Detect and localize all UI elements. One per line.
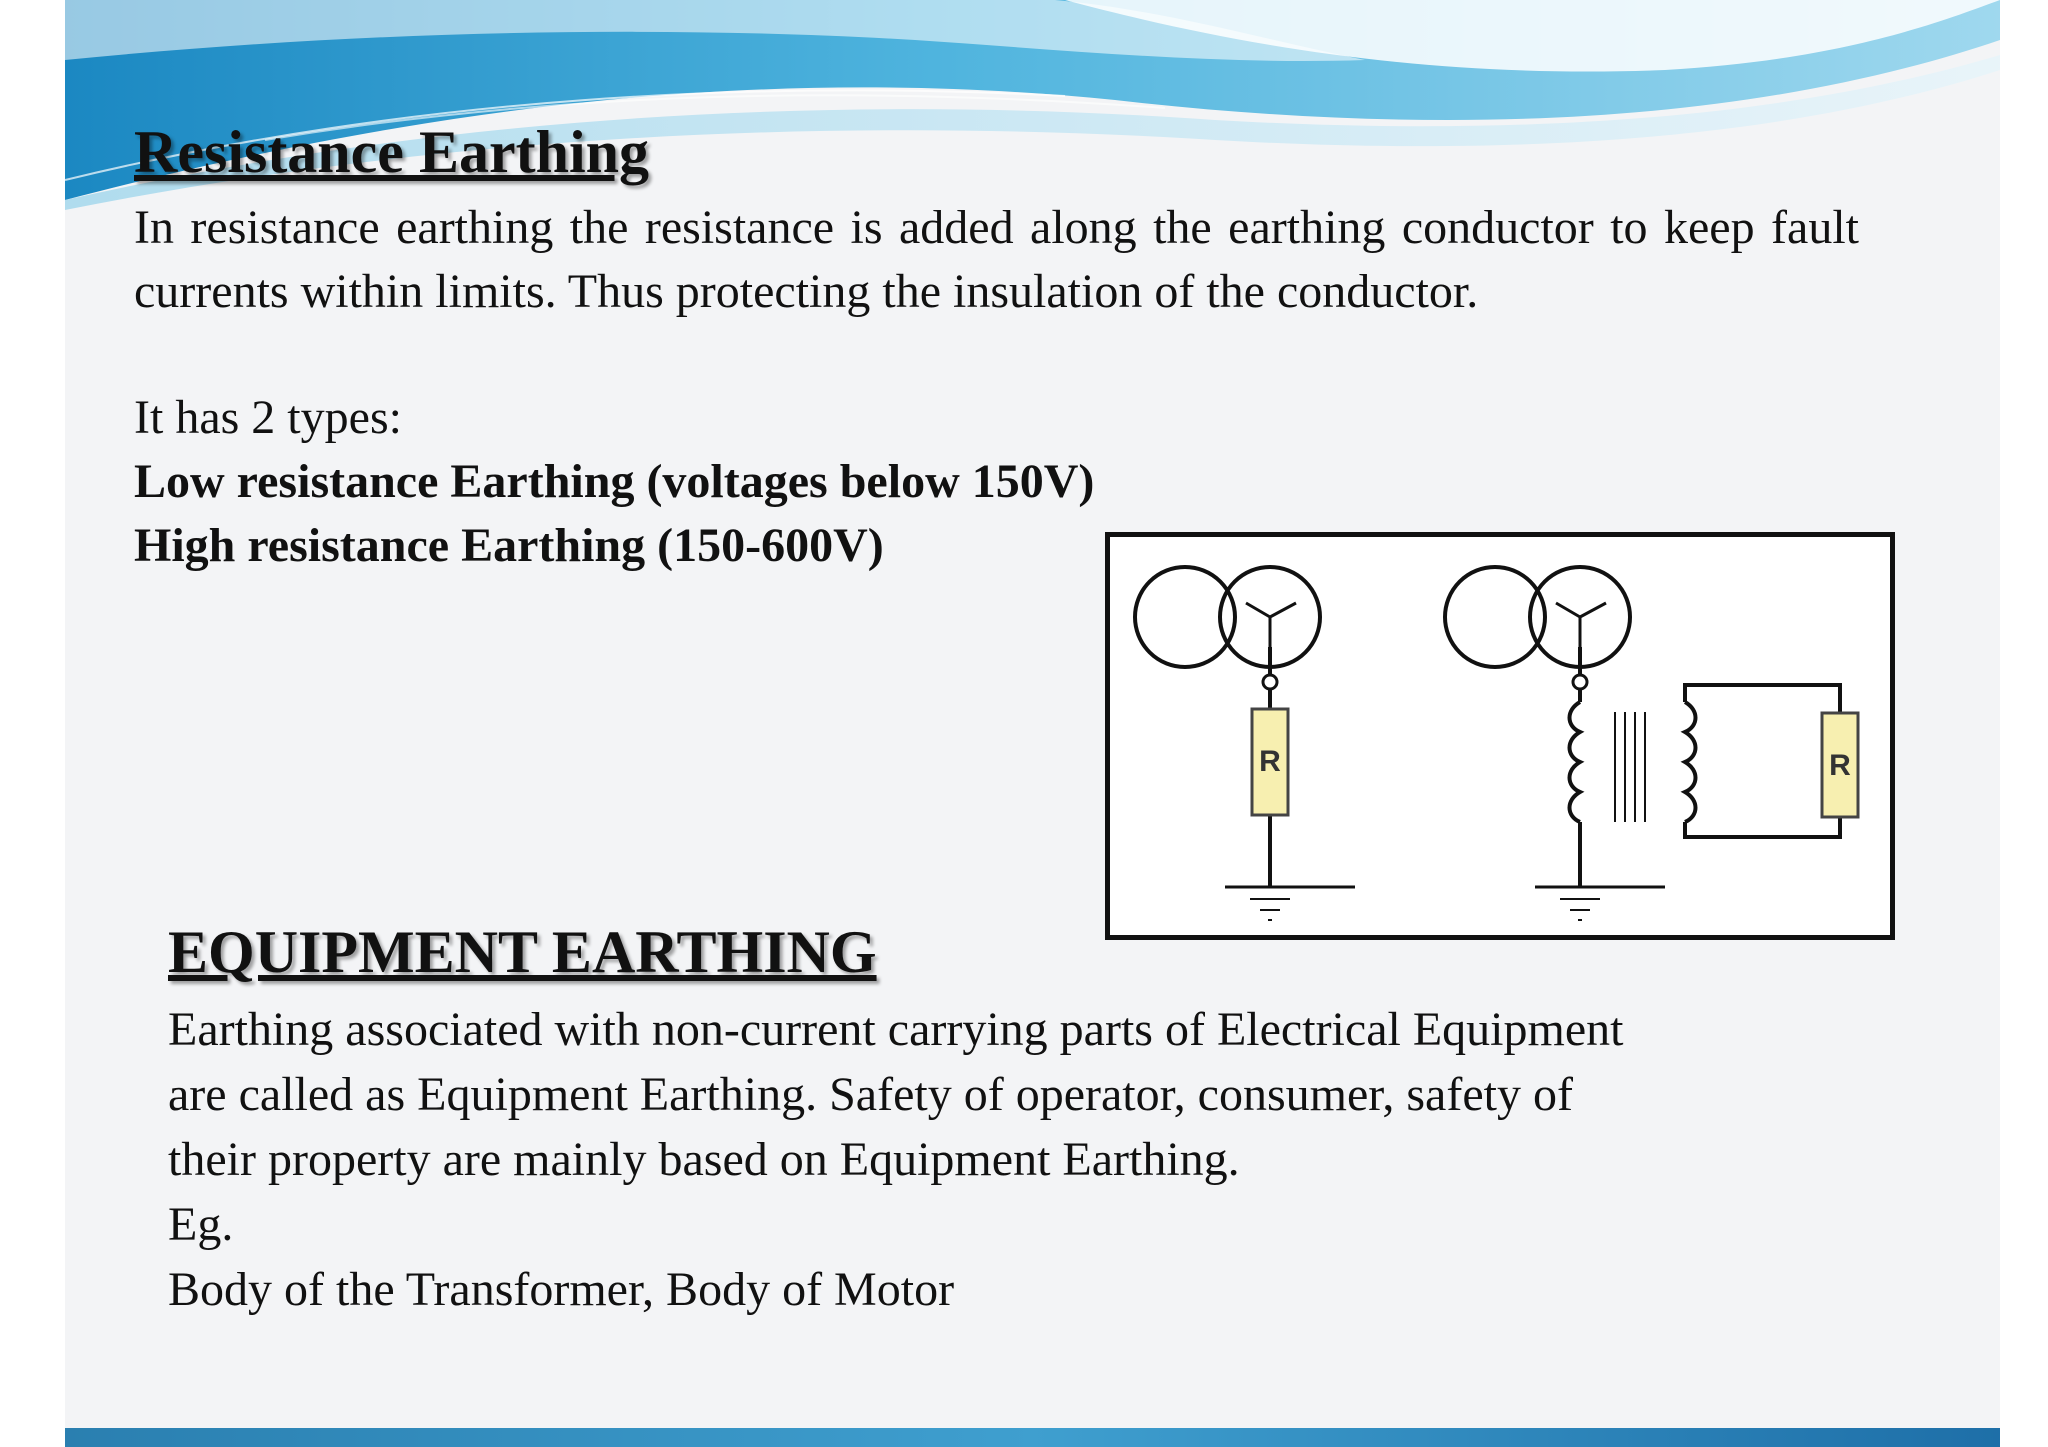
high-resistance-type: High resistance Earthing (150-600V) (134, 519, 884, 572)
resistance-earthing-heading: Resistance Earthing (134, 119, 649, 185)
equipment-earthing-paragraph (168, 997, 1888, 1322)
slide (65, 0, 2000, 1447)
left-resistor-label: R (1259, 745, 1281, 778)
equipment-example-list: Body of the Transformer, Body of Motor (168, 1263, 955, 1316)
equipment-line: their property are mainly based on Equipment Earthing. (168, 1133, 1240, 1186)
equipment-line: Earthing associated with non-current carrying parts of Electrical Equipment (168, 1003, 1624, 1056)
equipment-earthing-heading: EQUIPMENT EARTHING (168, 919, 877, 985)
earthing-circuit-diagram (1105, 532, 1895, 940)
equipment-line: are called as Equipment Earthing. Safety of operator, consumer, safety of (168, 1068, 1573, 1121)
circuit-diagram-svg (1110, 537, 1890, 935)
resistance-earthing-paragraph: In resistance earthing the resistance is added along the earthing conductor to keep fault currents within limits. Thus protecting the insulation of the conductor. (134, 201, 1859, 318)
types-intro: It has 2 types: (134, 391, 402, 444)
footer-bar (65, 1428, 2000, 1447)
right-resistor-label: R (1829, 749, 1851, 782)
low-resistance-type: Low resistance Earthing (voltages below 150V) (134, 455, 1095, 508)
equipment-example-label: Eg. (168, 1198, 234, 1251)
